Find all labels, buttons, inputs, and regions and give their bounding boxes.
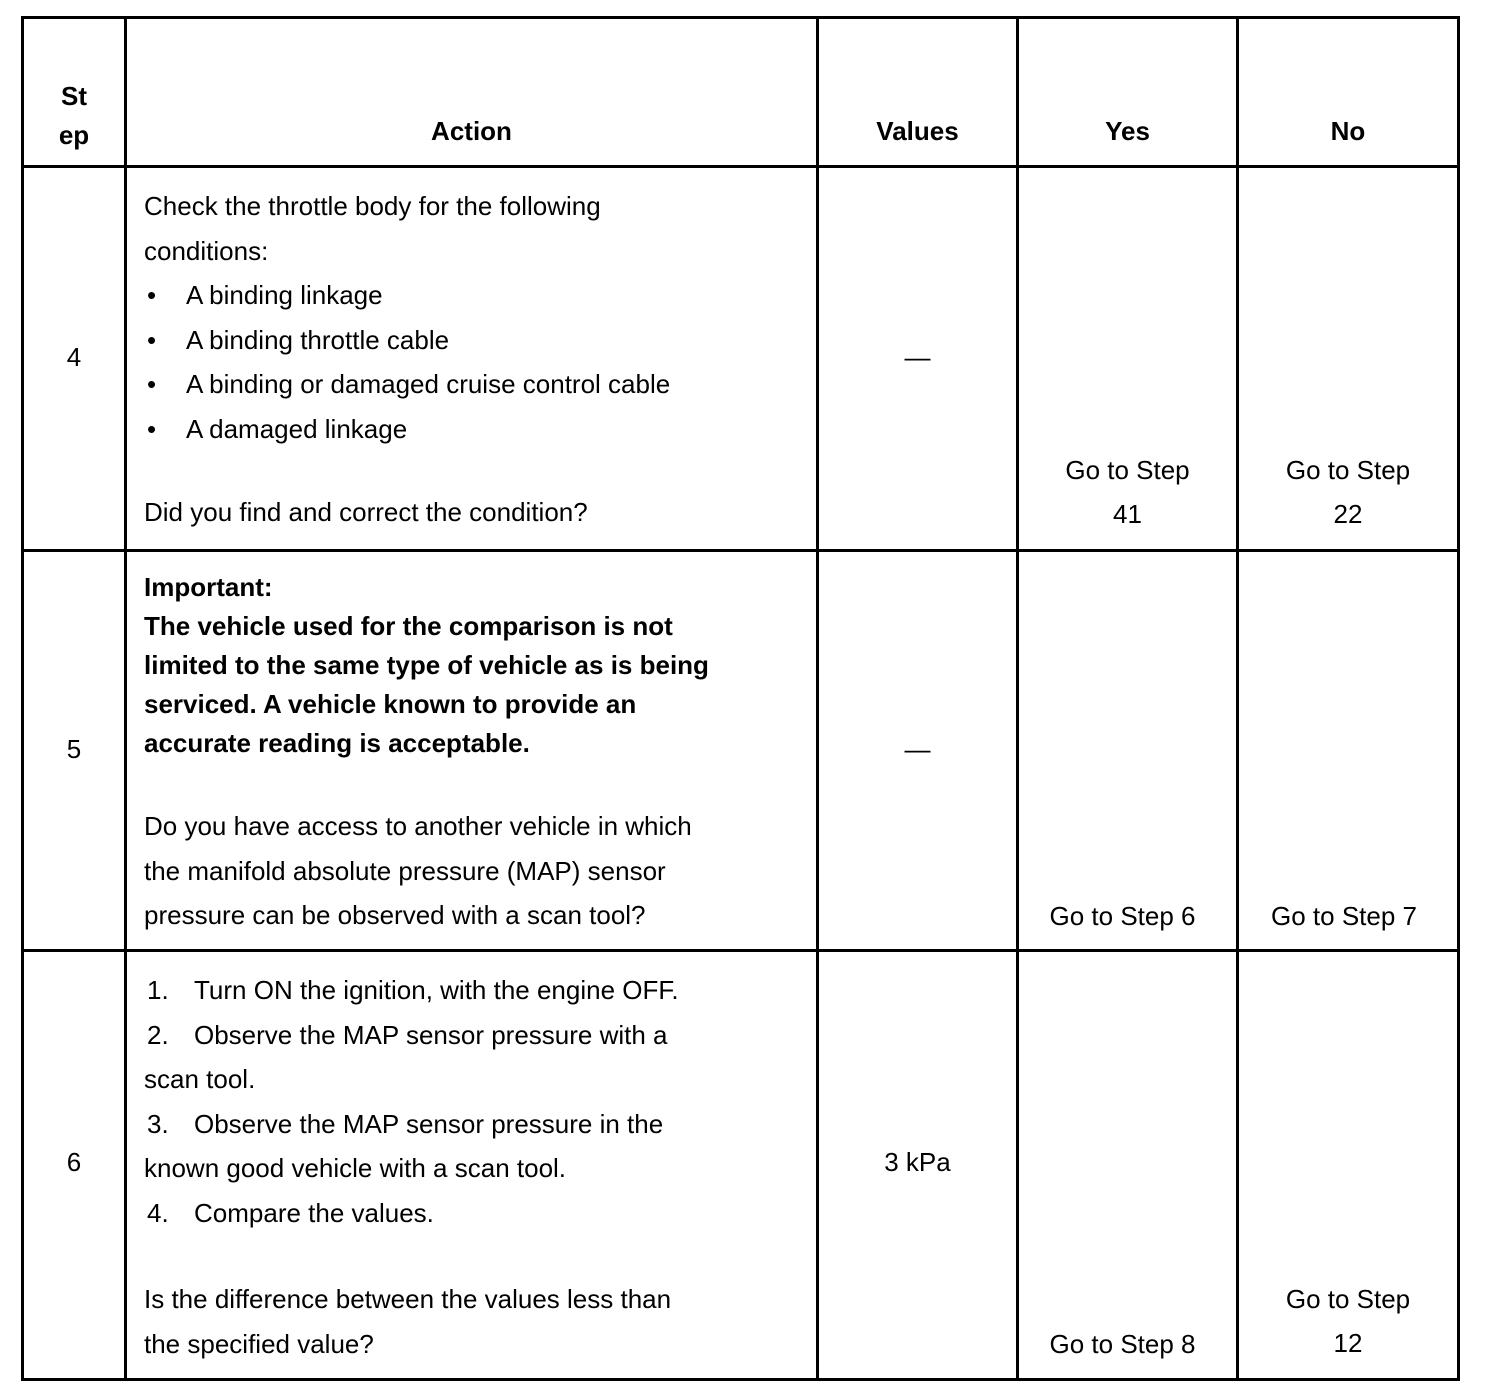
yes-go-to-step: Go to Step 6 <box>1049 901 1196 931</box>
step-number: 5 <box>66 734 82 764</box>
value-cell <box>818 167 1018 551</box>
table-row-step-6 <box>23 951 1459 1380</box>
important-line: accurate reading is acceptable. <box>144 728 530 758</box>
no-go-to-step: Go to Step <box>1285 455 1411 485</box>
diagnostic-table <box>21 16 1460 1381</box>
header-no-label: No <box>1330 116 1366 146</box>
bullet-text: A binding throttle cable <box>186 324 450 355</box>
yes-go-to-step: Go to Step <box>1065 455 1190 485</box>
header-step-line2: ep <box>58 120 90 150</box>
step-index: 2. <box>147 1019 169 1050</box>
action-cell <box>126 551 818 951</box>
step-text: Observe the MAP sensor pressure in the <box>194 1108 664 1139</box>
important-note <box>144 568 806 763</box>
step-index: 1. <box>147 975 169 1005</box>
step-index: 3. <box>147 1108 169 1139</box>
action-cell <box>126 167 818 551</box>
bullet-icon: • <box>147 369 157 399</box>
header-step-line1: St <box>61 81 87 111</box>
yes-cell <box>1018 551 1238 951</box>
yes-cell <box>1018 951 1238 1380</box>
no-cell <box>1238 951 1459 1380</box>
action-question-line: the manifold absolute pressure (MAP) sensor <box>144 855 666 886</box>
step-text-continued: scan tool. <box>144 1064 256 1094</box>
step-number: 6 <box>66 1147 82 1177</box>
yes-step-number: 41 <box>1113 499 1142 529</box>
header-step <box>23 18 126 167</box>
step-text: Observe the MAP sensor pressure with a <box>194 1019 668 1050</box>
action-question-line: the specified value? <box>144 1328 374 1359</box>
header-no <box>1238 18 1459 167</box>
header-action <box>126 18 818 167</box>
table-row-step-4 <box>23 167 1459 551</box>
value-text: — <box>904 342 931 372</box>
numbered-step <box>144 1013 806 1058</box>
action-question-line: Do you have access to another vehicle in which <box>144 811 692 841</box>
header-action-label: Action <box>431 116 512 146</box>
step-text: Turn ON the ignition, with the engine OFF. <box>194 975 679 1005</box>
bullet-text: A binding or damaged cruise control cable <box>186 369 671 399</box>
important-line: limited to the same type of vehicle as is being <box>144 650 709 680</box>
bullet-text: A damaged linkage <box>186 413 408 444</box>
action-question-line: Is the difference between the values less than <box>144 1284 672 1314</box>
step-cell <box>23 551 126 951</box>
step-cell <box>23 167 126 551</box>
bullet-item <box>144 273 806 318</box>
step-cell <box>23 951 126 1380</box>
important-line: The vehicle used for the comparison is not <box>144 611 673 641</box>
header-yes <box>1018 18 1238 167</box>
bullet-text: A binding linkage <box>186 280 383 310</box>
header-values <box>818 18 1018 167</box>
action-question-line: pressure can be observed with a scan tool? <box>144 900 646 930</box>
bullet-item <box>144 362 806 407</box>
bullet-icon: • <box>147 413 157 444</box>
action-question: Did you find and correct the condition? <box>144 497 588 527</box>
no-go-to-step: Go to Step <box>1285 1284 1411 1314</box>
no-go-to-step: Go to Step 7 <box>1271 901 1417 931</box>
bullet-icon: • <box>147 280 157 310</box>
bullet-icon: • <box>147 324 157 355</box>
numbered-step <box>144 968 806 1013</box>
action-intro-line: Check the throttle body for the following <box>144 191 601 221</box>
no-step-number: 12 <box>1333 1328 1363 1358</box>
value-cell <box>818 951 1018 1380</box>
numbered-step <box>144 1191 806 1236</box>
value-text: 3 kPa <box>884 1147 951 1177</box>
no-cell <box>1238 551 1459 951</box>
step-index: 4. <box>147 1197 169 1228</box>
step-text-continued: known good vehicle with a scan tool. <box>144 1153 567 1183</box>
step-text: Compare the values. <box>194 1197 434 1228</box>
header-values-label: Values <box>876 116 959 146</box>
yes-go-to-step: Go to Step 8 <box>1049 1329 1196 1359</box>
header-yes-label: Yes <box>1105 116 1150 146</box>
bullet-item <box>144 318 806 363</box>
value-text: — <box>904 734 931 764</box>
header-row <box>23 18 1459 167</box>
important-label: Important: <box>144 572 273 602</box>
step-number: 4 <box>66 342 82 372</box>
no-step-number: 22 <box>1333 499 1363 529</box>
action-intro-line: conditions: <box>144 235 269 266</box>
no-cell <box>1238 167 1459 551</box>
important-line: serviced. A vehicle known to provide an <box>144 689 637 719</box>
numbered-step <box>144 1102 806 1147</box>
table-row-step-5 <box>23 551 1459 951</box>
bullet-item <box>144 407 806 452</box>
action-cell <box>126 951 818 1380</box>
value-cell <box>818 551 1018 951</box>
yes-cell <box>1018 167 1238 551</box>
